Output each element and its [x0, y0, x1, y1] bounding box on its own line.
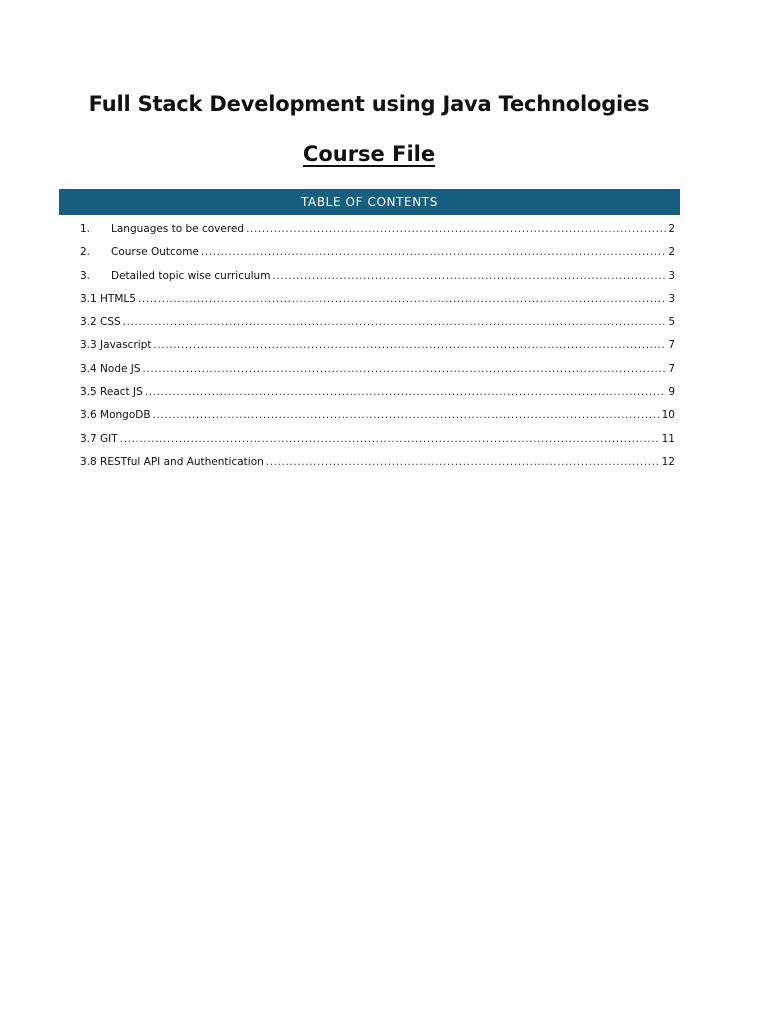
toc-entry-page: 2	[668, 223, 675, 235]
toc-entry-course-outcome[interactable]	[80, 241, 675, 264]
toc-entry-page: 10	[661, 409, 675, 422]
toc-entry-page: 7	[668, 362, 675, 375]
toc-dot-leader	[266, 451, 660, 474]
toc-entry-label: 3.4 Node JS	[80, 362, 141, 375]
toc-entry-page: 2	[668, 246, 675, 259]
toc-entry-page: 5	[668, 316, 675, 329]
toc-entry-number: 3.	[80, 269, 91, 282]
toc-entry-label: 3.1 HTML5	[80, 292, 136, 305]
toc-entry-number: 1.	[80, 223, 91, 235]
toc-entry-page: 3	[668, 292, 675, 305]
toc-dot-leader	[272, 265, 666, 288]
toc-entry-react-js[interactable]	[80, 381, 675, 404]
toc-entry-curriculum[interactable]	[80, 265, 675, 288]
toc-entry-label: 3.3 Javascript	[80, 339, 152, 352]
toc-dot-leader	[145, 381, 667, 404]
toc-entry-html5[interactable]	[80, 288, 675, 311]
toc-entry-git[interactable]	[80, 428, 675, 451]
toc-entry-label: 3.7 GIT	[80, 432, 118, 445]
toc-entry-page: 12	[661, 455, 675, 468]
toc-entry-label: Course Outcome	[111, 246, 199, 259]
toc-dot-leader	[153, 334, 666, 357]
toc-entry-label: Languages to be covered	[111, 223, 245, 235]
toc-dot-leader	[120, 428, 660, 451]
toc-heading: TABLE OF CONTENTS	[301, 195, 438, 209]
toc-entry-mongodb[interactable]	[80, 404, 675, 427]
toc-entry-css[interactable]	[80, 311, 675, 334]
toc-dot-leader	[123, 311, 667, 334]
toc-dot-leader	[153, 404, 660, 427]
toc-list	[80, 218, 675, 474]
toc-dot-leader	[201, 241, 666, 264]
document-title: Full Stack Development using Java Technologies	[88, 92, 650, 116]
toc-entry-restful-api[interactable]	[80, 451, 675, 474]
document-subtitle: Course File	[302, 142, 436, 166]
toc-entry-node-js[interactable]	[80, 358, 675, 381]
toc-entry-page: 3	[668, 269, 675, 282]
toc-entry-languages[interactable]	[80, 218, 675, 241]
toc-entry-number: 2.	[80, 246, 91, 259]
toc-dot-leader	[138, 288, 666, 311]
toc-entry-label: 3.8 RESTful API and Authentication	[80, 455, 264, 468]
toc-entry-page: 7	[668, 339, 675, 352]
toc-heading-banner	[59, 189, 680, 215]
toc-entry-page: 11	[661, 432, 675, 445]
toc-entry-page: 9	[668, 386, 675, 399]
toc-entry-javascript[interactable]	[80, 334, 675, 357]
toc-dot-leader	[246, 218, 666, 241]
toc-dot-leader	[143, 358, 667, 381]
toc-entry-label: 3.5 React JS	[80, 386, 143, 399]
toc-entry-label: Detailed topic wise curriculum	[111, 269, 271, 282]
toc-entry-label: 3.6 MongoDB	[80, 409, 151, 422]
toc-entry-label: 3.2 CSS	[80, 316, 121, 329]
